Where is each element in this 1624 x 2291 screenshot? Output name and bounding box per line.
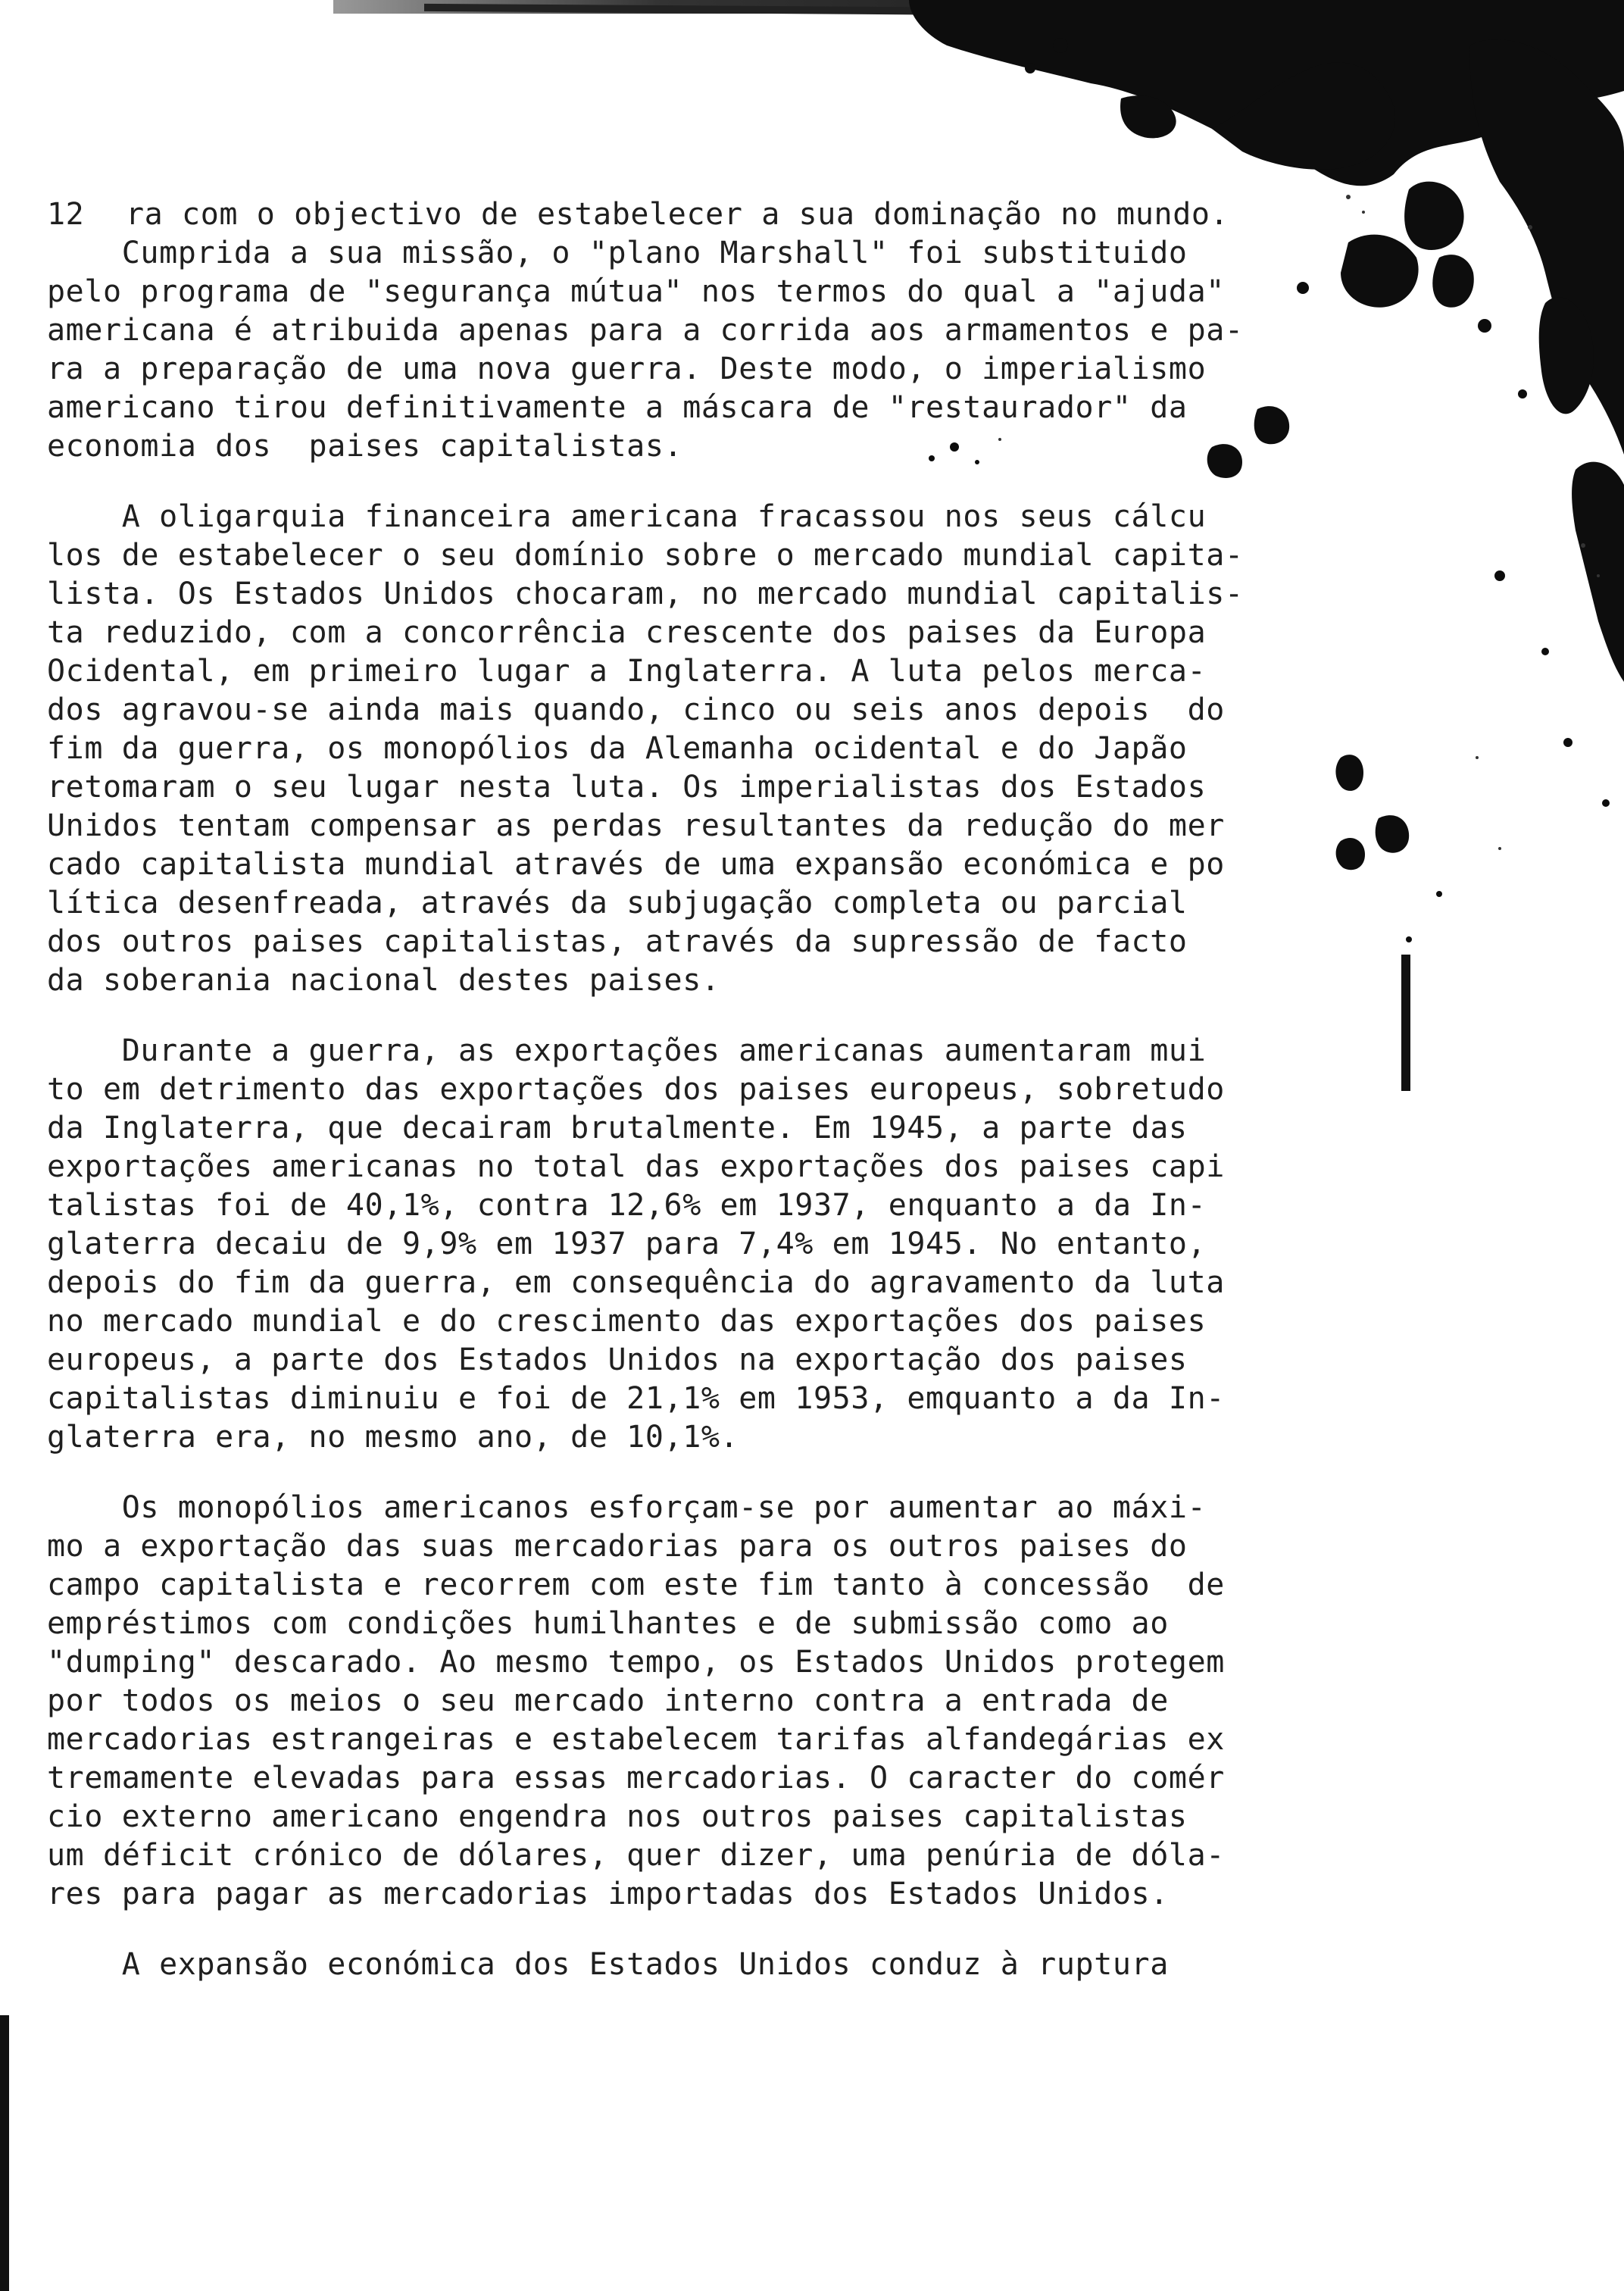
text-line: empréstimos com condições humilhantes e de submissão como ao [47,1606,1169,1641]
text-line: mercadorias estrangeiras e estabelecem tarifas alfandegárias ex [47,1722,1225,1757]
text-line: europeus, a parte dos Estados Unidos na exportação dos paises [47,1342,1188,1377]
text-line: ta reduzido, com a concorrência crescente dos paises da Europa [47,615,1207,650]
text-line: lítica desenfreada, através da subjugação completa ou parcial [47,886,1188,920]
text-line: "dumping" descarado. Ao mesmo tempo, os Estados Unidos protegem [47,1645,1225,1680]
text-line: ra a preparação de uma nova guerra. Deste modo, o imperialismo [47,352,1207,386]
text-line: capitalistas diminuiu e foi de 21,1% em 1953, emquanto a da In- [47,1381,1225,1416]
text-line: no mercado mundial e do crescimento das exportações dos paises [47,1304,1207,1339]
text-line: americana é atribuida apenas para a corrida aos armamentos e pa- [47,313,1244,348]
text-line: A expansão económica dos Estados Unidos conduz à ruptura [47,1947,1169,1982]
text-line: glaterra era, no mesmo ano, de 10,1%. [47,1420,739,1455]
text-line: da Inglaterra, que decairam brutalmente. Em 1945, a parte das [47,1111,1188,1146]
text-line: exportações americanas no total das exportações dos paises capi [47,1149,1225,1184]
text-line: cio externo americano engendra nos outros paises capitalistas [47,1799,1188,1834]
text-line: talistas foi de 40,1%, contra 12,6% em 1937, enquanto a da In- [47,1188,1207,1223]
text-line: Unidos tentam compensar as perdas resultantes da redução do mer [47,808,1225,843]
text-line: cado capitalista mundial através de uma expansão económica e po [47,847,1225,882]
text-line: americano tirou definitivamente a máscara de "restaurador" da [47,390,1188,425]
text-line: da soberania nacional destes paises. [47,963,720,998]
text-line: pelo programa de "segurança mútua" nos termos do qual a "ajuda" [47,274,1225,309]
text-line: los de estabelecer o seu domínio sobre o mercado mundial capita- [47,538,1244,573]
text-line: Cumprida a sua missão, o "plano Marshall" foi substituido [47,236,1188,270]
text-line: glaterra decaiu de 9,9% em 1937 para 7,4% em 1945. No entanto, [47,1227,1207,1261]
text-line: res para pagar as mercadorias importadas dos Estados Unidos. [47,1877,1169,1911]
text-line: fim da guerra, os monopólios da Alemanha ocidental e do Japão [47,731,1188,766]
text-line: lista. Os Estados Unidos chocaram, no mercado mundial capitalis- [47,577,1244,611]
text-line: um déficit crónico de dólares, quer dizer, uma penúria de dóla- [47,1838,1225,1873]
text-line: economia dos paises capitalistas. [47,429,683,464]
text-line: Durante a guerra, as exportações americanas aumentaram mui [47,1033,1207,1068]
text-line: A oligarquia financeira americana fracassou nos seus cálcu [47,499,1207,534]
text-line: tremamente elevadas para essas mercadorias. O caracter do comér [47,1761,1225,1796]
scan-left-edge-mark [0,2015,9,2291]
text-line: to em detrimento das exportações dos paises europeus, sobretudo [47,1072,1225,1107]
typewritten-text [47,195,1365,1984]
text-line: depois do fim da guerra, em consequência do agravamento da luta [47,1265,1225,1300]
page-number: 12 [47,197,85,232]
text-line: mo a exportação das suas mercadorias para os outros paises do [47,1529,1188,1564]
scan-right-mark [1401,955,1410,1091]
text-line: por todos os meios o seu mercado interno contra a entrada de [47,1683,1169,1718]
text-line: Os monopólios americanos esforçam-se por aumentar ao máxi- [47,1490,1207,1525]
text-line: 12 ra com o objectivo de estabelecer a sua dominação no mundo. [47,195,1365,234]
text-line: dos outros paises capitalistas, através da supressão de facto [47,924,1188,959]
text-line: Ocidental, em primeiro lugar a Inglaterra. A luta pelos merca- [47,654,1207,689]
text-line: dos agravou-se ainda mais quando, cinco ou seis anos depois do [47,692,1225,727]
text-line: campo capitalista e recorrem com este fim tanto à concessão de [47,1567,1225,1602]
text-line: retomaram o seu lugar nesta luta. Os imperialistas dos Estados [47,770,1207,805]
